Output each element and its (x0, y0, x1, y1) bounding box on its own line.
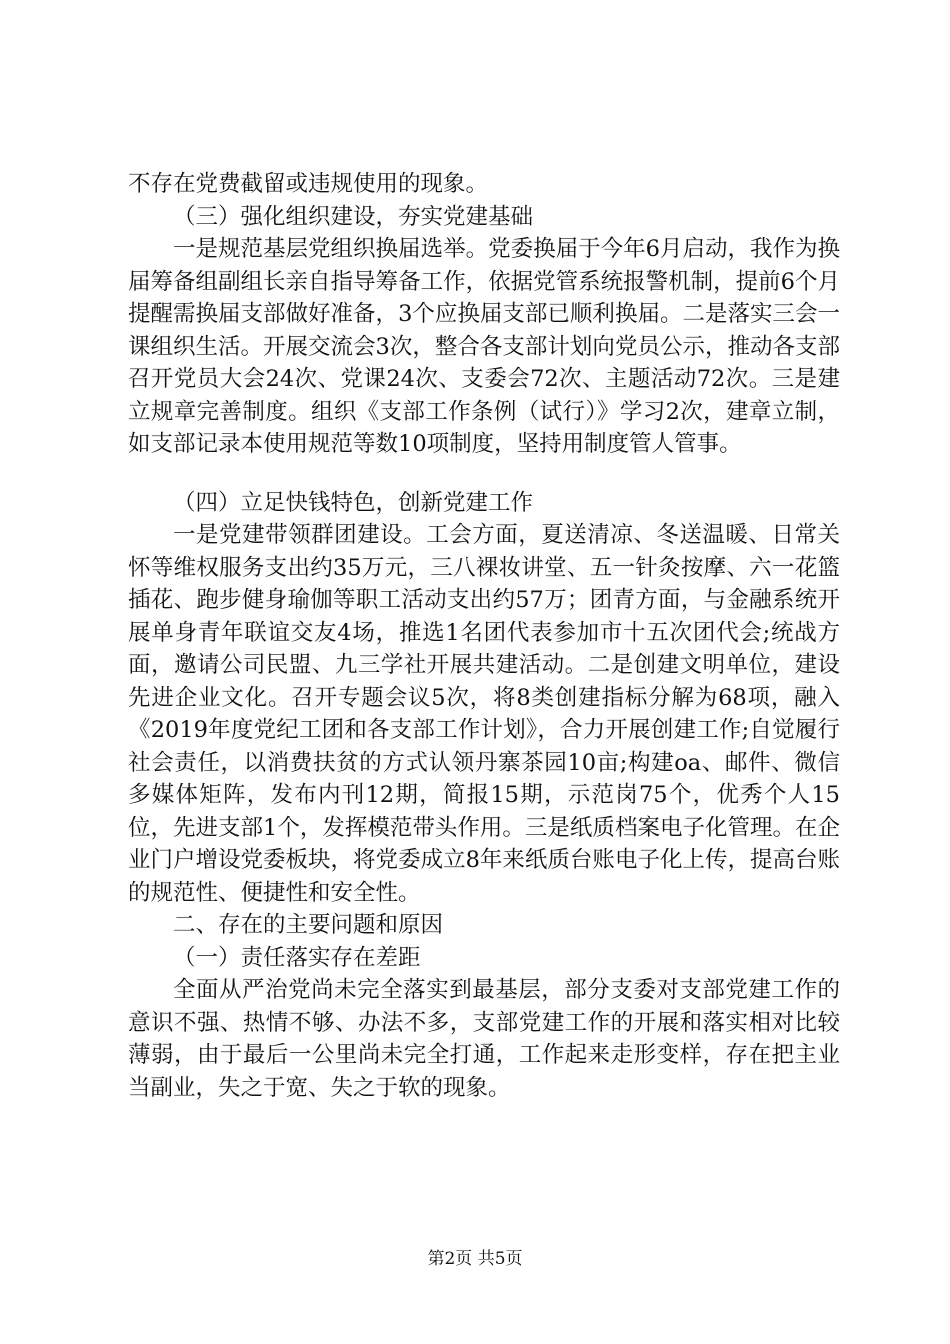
paragraph-continuation: 不存在党费截留或违规使用的现象。 (128, 171, 489, 197)
paragraph-spacer (128, 461, 840, 487)
section-heading-4: （四）立足快钱特色，创新党建工作 (173, 489, 534, 516)
section-heading-3: （三）强化组织建设，夯实党建基础 (173, 203, 534, 230)
document-body (128, 168, 840, 1104)
paragraph-organization: 一是规范基层党组织换届选举。党委换届于今年6月启动，我作为换届筹备组副组长亲自指导筹备工作，依据党管系统报警机制，提前6个月提醒需换届支部做好准备，3个应换届支部已顺利换届。二是落实三会一课组织生活。开展交流会3次，整合各支部计划向党员公示，推动各支部召开党员大会24次、党课24次、支委会72次、主题活动72次。三是建立规章完善制度。组织《支部工作条例（试行）》学习2次，建章立制，如支部记录本使用规范等数10项制度，坚持用制度管人管事。 (128, 236, 840, 457)
paragraph-innovation: 一是党建带领群团建设。工会方面，夏送清凉、冬送温暖、日常关怀等维权服务支出约35万元，三八裸妆讲堂、五一针灸按摩、六一花篮插花、跑步健身瑜伽等职工活动支出约57万；团青方面，与金融系统开展单身青年联谊交友4场，推选1名团代表参加市十五次团代会;统战方面，邀请公司民盟、九三学社开展共建活动。二是创建文明单位，建设先进企业文化。召开专题会议5次，将8类创建指标分解为68项，融入《2019年度党纪工团和各支部工作计划》，合力开展创建工作;自觉履行社会责任，以消费扶贫的方式认领丹寨茶园10亩;构建oa、邮件、微信多媒体矩阵，发布内刊12期，简报15期，示范岗75个，优秀个人15位，先进支部1个，发挥模范带头作用。三是纸质档案电子化管理。在企业门户增设党委板块，将党委成立8年来纸质台账电子化上传，提高台账的规范性、便捷性和安全性。 (128, 522, 840, 906)
paragraph-responsibility: 全面从严治党尚未完全落实到最基层，部分支委对支部党建工作的意识不强、热情不够、办法不多，支部党建工作的开展和落实相对比较薄弱，由于最后一公里尚未完全打通，工作起来走形变样，存在把主业当副业，失之于宽、失之于软的现象。 (128, 977, 840, 1101)
chapter-heading-problems: 二、存在的主要问题和原因 (173, 912, 444, 938)
page-number: 第2页 共5页 (427, 1249, 523, 1269)
section-heading-1: （一）责任落实存在差距 (173, 944, 421, 971)
